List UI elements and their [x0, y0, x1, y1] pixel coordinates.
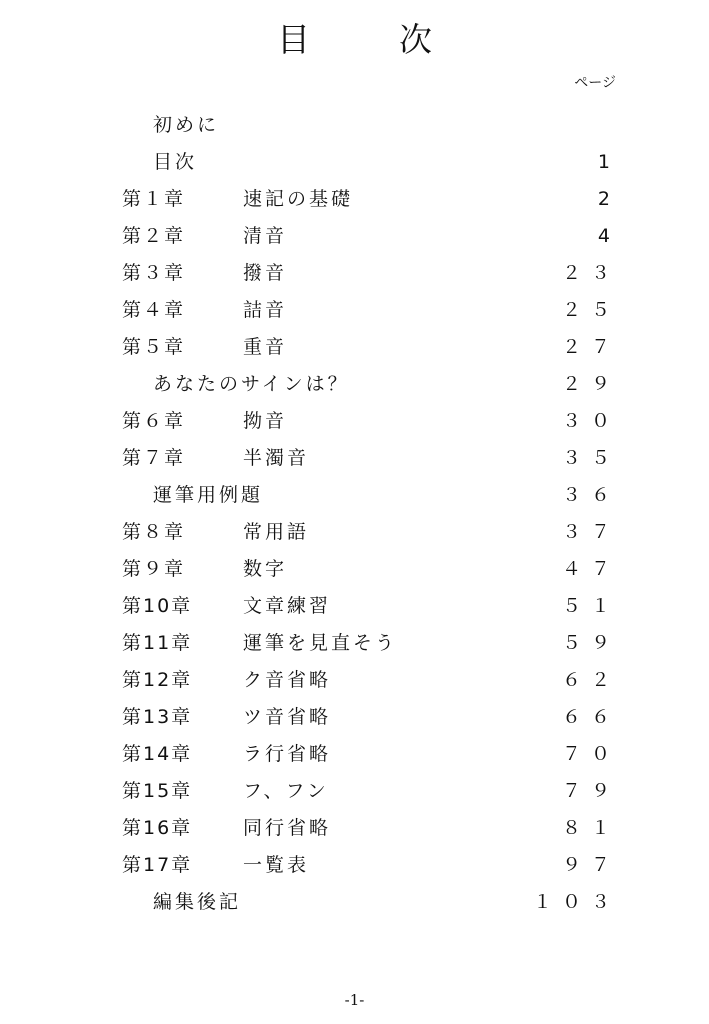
toc-entry: [0, 625, 709, 662]
toc-entry-title: 運筆を見直そう: [243, 632, 398, 654]
toc-page-number: ２５: [561, 299, 620, 321]
toc-chapter-number: 第２章: [122, 225, 186, 247]
toc-entry: [0, 773, 709, 810]
toc-entry-title: 運筆用例題: [153, 484, 264, 506]
toc-entry: [0, 847, 709, 884]
toc-chapter-number: 第16章: [122, 817, 193, 839]
toc-page-number: ５１: [561, 595, 620, 617]
toc-entry: [0, 736, 709, 773]
toc-page-number: ６６: [561, 706, 620, 728]
toc-entry-title: 数字: [243, 558, 288, 580]
toc-chapter-number: 第15章: [122, 780, 193, 802]
toc-entry-title: 撥音: [243, 262, 288, 284]
toc-entry-title: 清音: [243, 225, 288, 247]
toc-page-number: １０３: [532, 891, 620, 913]
toc-chapter-number: 第６章: [122, 410, 186, 432]
toc-page-number: ９７: [561, 854, 620, 876]
toc-entry-title: ク音省略: [243, 669, 332, 691]
table-of-contents: [0, 107, 709, 921]
toc-chapter-number: 第１章: [122, 188, 186, 210]
toc-entry-title: 編集後記: [153, 891, 242, 913]
toc-chapter-number: 第８章: [122, 521, 186, 543]
toc-entry: [0, 477, 709, 514]
toc-page-number: ８１: [561, 817, 620, 839]
toc-entry-title: あなたのサインは？: [153, 373, 350, 395]
page-column-label: ページ: [574, 75, 616, 91]
toc-chapter-number: 第17章: [122, 854, 193, 876]
toc-page-number: 2: [597, 188, 620, 210]
toc-entry: [0, 403, 709, 440]
toc-page-number: ３６: [561, 484, 620, 506]
toc-entry: [0, 181, 709, 218]
toc-page-number: ３０: [561, 410, 620, 432]
toc-entry: [0, 514, 709, 551]
toc-chapter-number: 第12章: [122, 669, 193, 691]
toc-entry-title: ツ音省略: [243, 706, 332, 728]
toc-entry: [0, 440, 709, 477]
toc-entry-title: 常用語: [243, 521, 310, 543]
toc-entry-title: 詰音: [243, 299, 288, 321]
toc-chapter-number: 第10章: [122, 595, 193, 617]
toc-entry-title: ラ行省略: [243, 743, 332, 765]
toc-entry: [0, 366, 709, 403]
toc-entry-title: 拗音: [243, 410, 288, 432]
toc-chapter-number: 第11章: [122, 632, 193, 654]
toc-entry: [0, 810, 709, 847]
toc-entry-title: 速記の基礎: [243, 188, 354, 210]
toc-entry-title: 文章練習: [243, 595, 332, 617]
toc-page-number: ７０: [561, 743, 620, 765]
toc-entry-title: フ、フン: [243, 780, 329, 802]
toc-entry-title: 半濁音: [243, 447, 310, 469]
page-number-footer: -1-: [344, 991, 365, 1009]
toc-entry: [0, 107, 709, 144]
toc-chapter-number: 第13章: [122, 706, 193, 728]
toc-entry: [0, 329, 709, 366]
toc-page-number: ２７: [561, 336, 620, 358]
toc-page-number: ２３: [561, 262, 620, 284]
toc-page-number: ３５: [561, 447, 620, 469]
toc-entry: [0, 218, 709, 255]
toc-entry-title: 重音: [243, 336, 288, 358]
toc-entry: [0, 255, 709, 292]
toc-entry-title: 初めに: [153, 114, 220, 136]
toc-page-number: ２９: [561, 373, 620, 395]
toc-entry: [0, 662, 709, 699]
toc-page-number: ６２: [561, 669, 620, 691]
toc-entry-title: 一覧表: [243, 854, 310, 876]
toc-entry: [0, 144, 709, 181]
page-title: 目 次: [277, 20, 460, 59]
toc-entry: [0, 551, 709, 588]
toc-entry: [0, 292, 709, 329]
toc-chapter-number: 第９章: [122, 558, 186, 580]
toc-entry: [0, 884, 709, 921]
toc-entry: [0, 588, 709, 625]
toc-page-number: 4: [597, 225, 620, 247]
toc-chapter-number: 第７章: [122, 447, 186, 469]
toc-chapter-number: 第14章: [122, 743, 193, 765]
toc-page-number: ７９: [561, 780, 620, 802]
toc-entry-title: 同行省略: [243, 817, 332, 839]
toc-page-number: ４７: [561, 558, 620, 580]
toc-page-number: ３７: [561, 521, 620, 543]
toc-entry: [0, 699, 709, 736]
toc-page-number: 1: [597, 151, 620, 173]
toc-page-number: ５９: [561, 632, 620, 654]
toc-chapter-number: 第３章: [122, 262, 186, 284]
toc-entry-title: 目次: [153, 151, 198, 173]
toc-chapter-number: 第４章: [122, 299, 186, 321]
toc-chapter-number: 第５章: [122, 336, 186, 358]
